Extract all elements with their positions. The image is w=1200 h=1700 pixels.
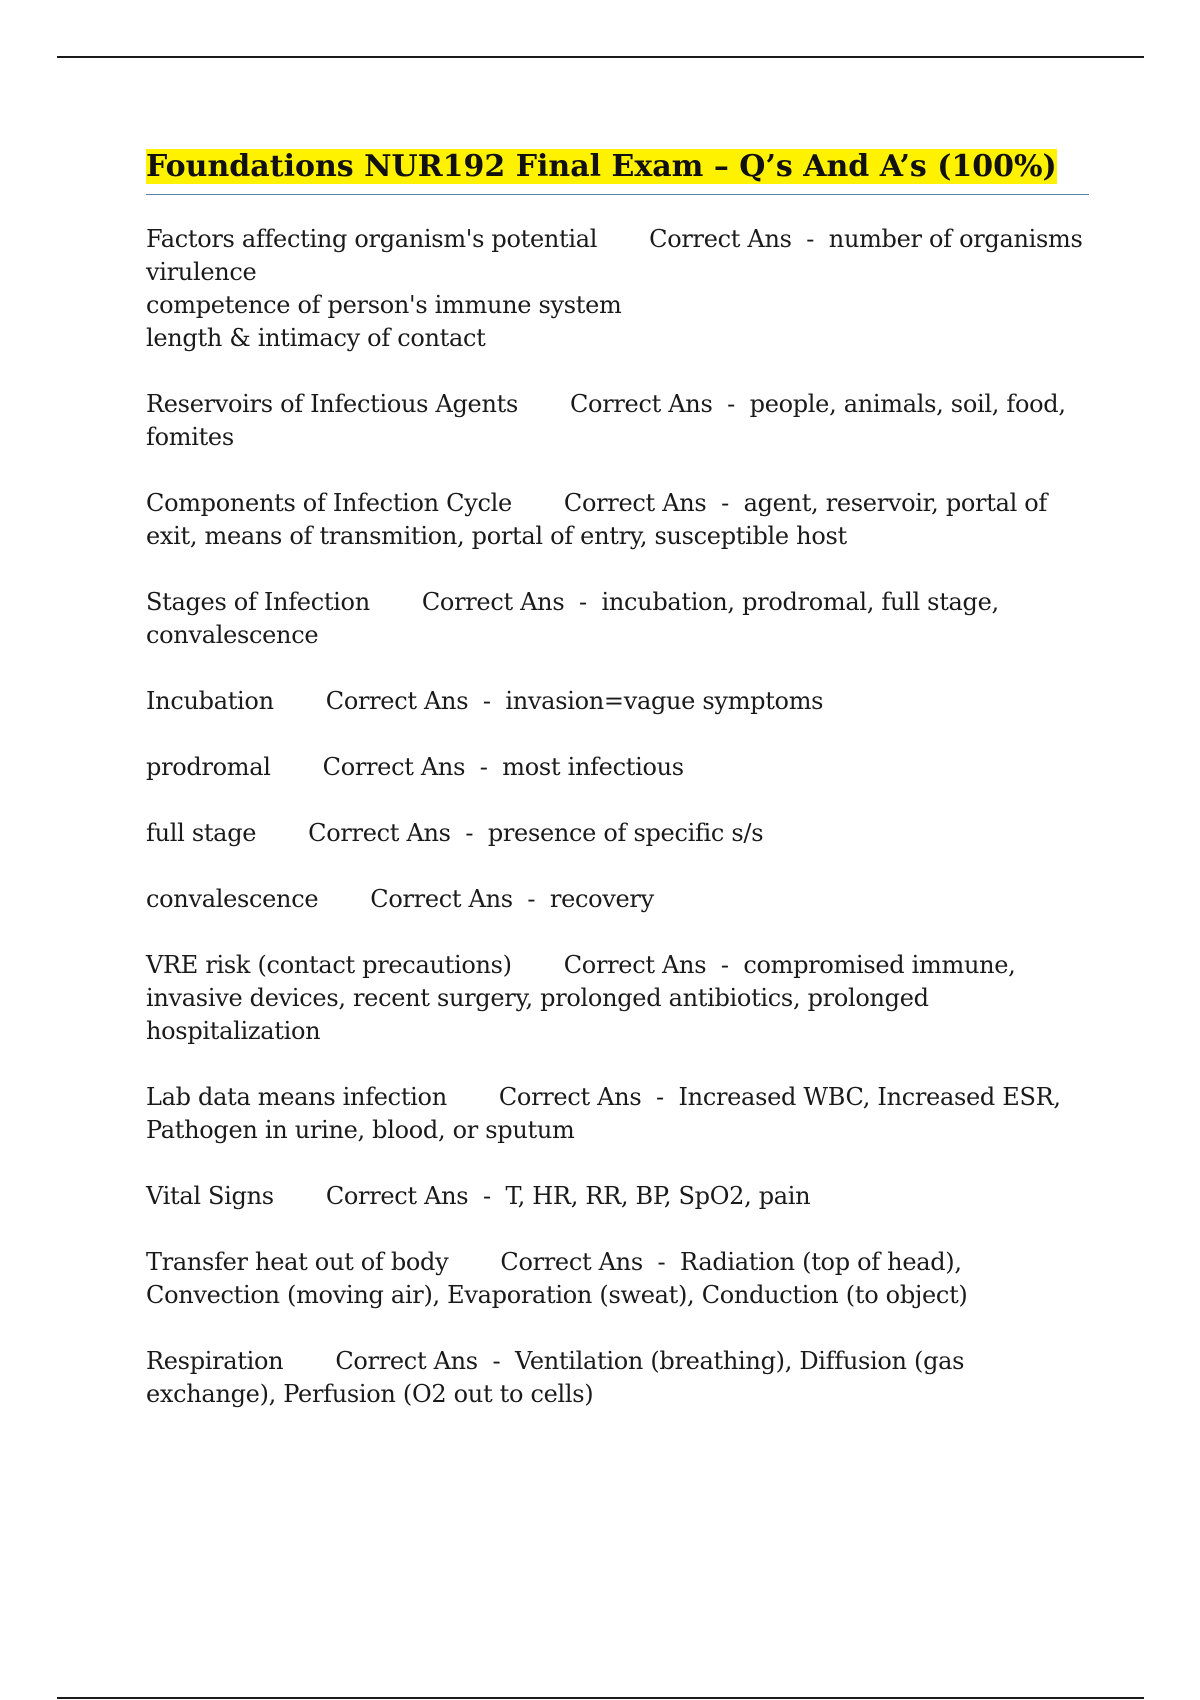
answer-text: Increased WBC, Increased ESR, Pathogen in urine, blood, or sputum [146, 1083, 1069, 1144]
answer-prefix: Correct Ans [500, 1248, 643, 1276]
answer-separator: - [479, 753, 488, 781]
answer-prefix: Correct Ans [421, 588, 565, 616]
question-text: Vital Signs [146, 1182, 274, 1210]
answer-separator: - [492, 1347, 501, 1375]
header-rule [57, 56, 1144, 58]
answer-text: invasion=vague symptoms [505, 687, 824, 715]
qa-item [146, 883, 1089, 916]
answer-prefix: Correct Ans [325, 1182, 469, 1210]
qa-item [146, 685, 1089, 718]
qa-item [146, 1246, 1089, 1312]
answer-separator: - [482, 687, 491, 715]
question-text: Reservoirs of Infectious Agents [146, 390, 518, 418]
answer-text: recovery [549, 885, 654, 913]
answer-text: Radiation (top of head), Convection (moving air), Evaporation (sweat), Conduction (to object) [146, 1248, 970, 1309]
qa-item [146, 223, 1089, 355]
qa-item [146, 1180, 1089, 1213]
answer-text: T, HR, RR, BP, SpO2, pain [505, 1182, 811, 1210]
qa-item [146, 1081, 1089, 1147]
answer-text: people, animals, soil, food, fomites [146, 390, 1073, 451]
title-block [146, 146, 1089, 195]
qa-list [146, 223, 1089, 1411]
answer-prefix: Correct Ans [322, 753, 466, 781]
question-text: full stage [146, 819, 257, 847]
answer-prefix: Correct Ans [649, 225, 792, 253]
answer-text: agent, reservoir, portal of exit, means of transmition, portal of entry, susceptible host [146, 489, 1055, 550]
answer-separator: - [721, 489, 729, 517]
answer-prefix: Correct Ans [325, 687, 469, 715]
question-text: prodromal [146, 753, 271, 781]
answer-text: most infectious [502, 753, 684, 781]
answer-text: incubation, prodromal, full stage, convalescence [146, 588, 1007, 649]
qa-item [146, 751, 1089, 784]
answer-prefix: Correct Ans [308, 819, 451, 847]
answer-separator: - [465, 819, 474, 847]
qa-item [146, 1345, 1089, 1411]
answer-text: Ventilation (breathing), Diffusion (gas exchange), Perfusion (O2 out to cells) [146, 1347, 972, 1408]
answer-separator: - [579, 588, 587, 616]
question-text: Respiration [146, 1347, 284, 1375]
answer-prefix: Correct Ans [563, 951, 707, 979]
question-text: Transfer heat out of body [146, 1248, 449, 1276]
footer-rule [57, 1697, 1144, 1699]
document-body [146, 146, 1089, 1444]
document-title: Foundations NUR192 Final Exam – Q’s And A’s (100%) [146, 149, 1057, 184]
answer-separator: - [720, 951, 729, 979]
answer-text: compromised immune, invasive devices, recent surgery, prolonged antibiotics, prolonged hospitalization [146, 951, 1023, 1045]
answer-prefix: Correct Ans [370, 885, 513, 913]
qa-item [146, 586, 1089, 652]
answer-text: number of organisms virulence competence of person's immune system length & intimacy of contact [146, 225, 1083, 352]
answer-separator: - [656, 1083, 664, 1111]
answer-separator: - [527, 885, 536, 913]
qa-item [146, 817, 1089, 850]
qa-item [146, 487, 1089, 553]
question-text: convalescence [146, 885, 319, 913]
answer-prefix: Correct Ans [563, 489, 707, 517]
question-text: Incubation [146, 687, 274, 715]
answer-prefix: Correct Ans [498, 1083, 642, 1111]
question-text: Components of Infection Cycle [146, 489, 512, 517]
question-text: Factors affecting organism's potential [146, 225, 598, 253]
question-text: VRE risk (contact precautions) [146, 951, 512, 979]
question-text: Lab data means infection [146, 1083, 447, 1111]
question-text: Stages of Infection [146, 588, 370, 616]
answer-prefix: Correct Ans [569, 390, 713, 418]
answer-text: presence of specific s/s [487, 819, 764, 847]
answer-separator: - [482, 1182, 491, 1210]
answer-separator: - [657, 1248, 666, 1276]
answer-prefix: Correct Ans [335, 1347, 478, 1375]
qa-item [146, 949, 1089, 1048]
qa-item [146, 388, 1089, 454]
answer-separator: - [727, 390, 735, 418]
answer-separator: - [806, 225, 815, 253]
